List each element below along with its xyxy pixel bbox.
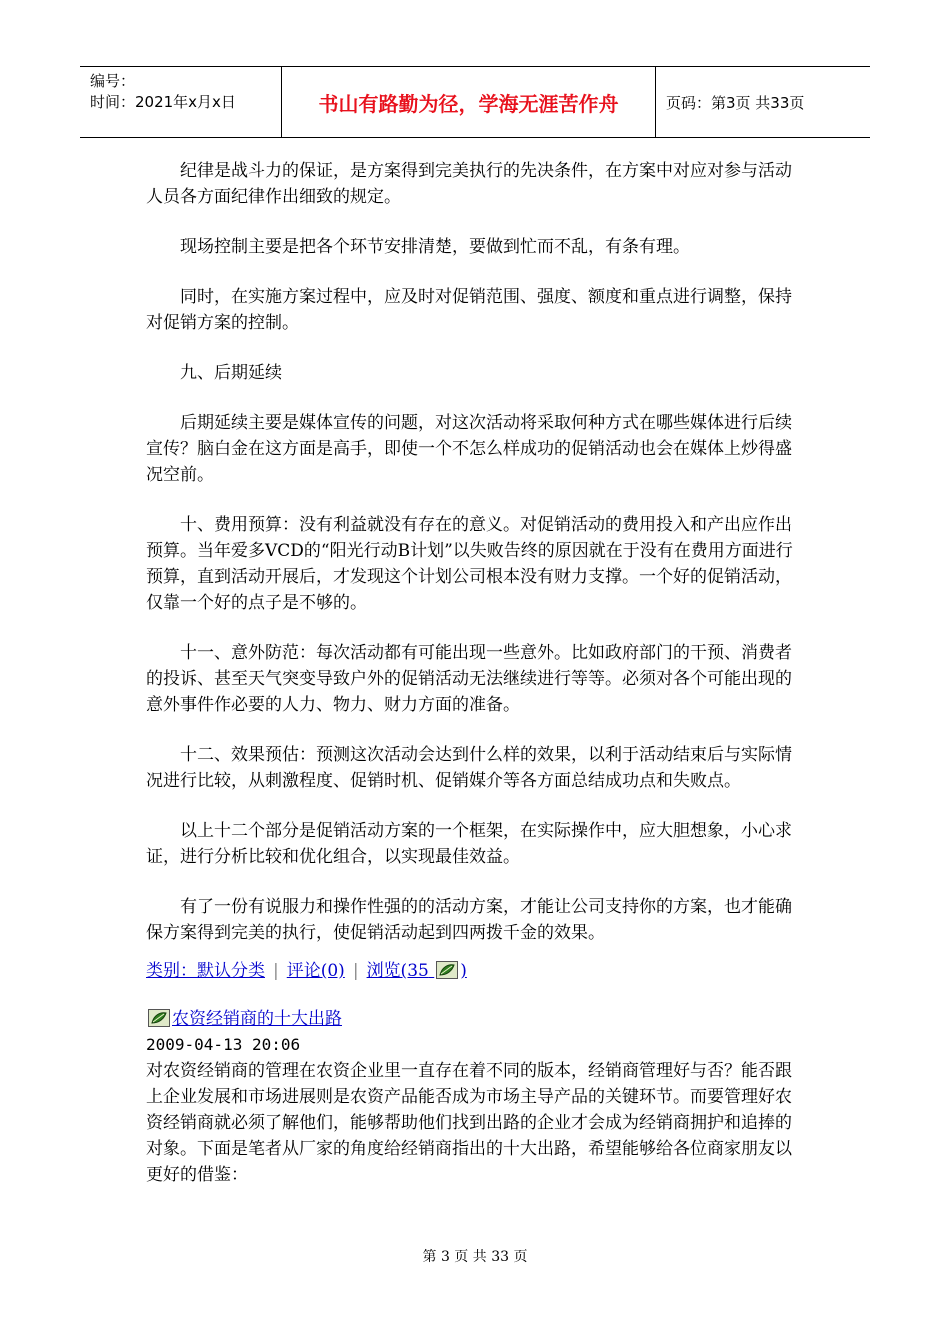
comments-link[interactable]: 评论(0) bbox=[286, 961, 345, 981]
header-info-cell bbox=[80, 67, 282, 137]
header-page-info: 页码：第3页 共33页 bbox=[666, 93, 805, 112]
paragraph-adjustment: 同时，在实施方案过程中，应及时对促销范围、强度、额度和重点进行调整，保持对促销方案的控制。 bbox=[146, 287, 792, 333]
post-title-link[interactable]: 农资经销商的十大出路 bbox=[172, 1009, 342, 1029]
paragraph-framework-summary: 以上十二个部分是促销活动方案的一个框架，在实际操作中，应大胆想象，小心求证，进行分析比较和优化组合，以实现最佳效益。 bbox=[146, 821, 792, 867]
page-header bbox=[80, 66, 870, 138]
category-link[interactable]: 类别：默认分类 bbox=[146, 961, 265, 981]
article-body bbox=[146, 158, 806, 946]
views-suffix: ) bbox=[460, 961, 467, 981]
post-meta-bar bbox=[146, 958, 467, 984]
leaf-icon bbox=[148, 1009, 170, 1027]
header-motto: 书山有路勤为径，学海无涯苦作舟 bbox=[282, 67, 656, 137]
paragraph-effect-estimate: 十二、效果预估：预测这次活动会达到什么样的效果，以利于活动结束后与实际情况进行比较，从刺激程度、促销时机、促销媒介等各方面总结成功点和失败点。 bbox=[146, 745, 792, 791]
meta-separator: | bbox=[352, 961, 359, 981]
document-time-label: 时间：2021年x月x日 bbox=[90, 93, 236, 111]
views-count: 浏览(35 bbox=[366, 961, 429, 981]
page-footer: 第 3 页 共 33 页 bbox=[422, 1249, 528, 1265]
post-date: 2009-04-13 20:06 bbox=[146, 1035, 301, 1054]
leaf-icon bbox=[436, 961, 458, 979]
paragraph-site-control: 现场控制主要是把各个环节安排清楚，要做到忙而不乱，有条有理。 bbox=[180, 237, 690, 257]
paragraph-contingency: 十一、意外防范：每次活动都有可能出现一些意外。比如政府部门的干预、消费者的投诉、甚至天气突变导致户外的促销活动无法继续进行等等。必须对各个可能出现的意外事件作必要的人力、物力、财力方面的准备。 bbox=[146, 643, 792, 715]
post-title-row[interactable] bbox=[146, 1006, 806, 1032]
document-number-label: 编号： bbox=[90, 72, 136, 90]
section-heading-follow-up: 九、后期延续 bbox=[180, 363, 282, 383]
post-excerpt: 对农资经销商的管理在农资企业里一直存在着不同的版本，经销商管理好与否？能否跟上企业发展和市场进展则是农资产品能否成为市场主导产品的关键环节。而要管理好农资经销商就必须了解他们，能够帮助他们找到出路的企业才会成为经销商拥护和追捧的对象。下面是笔者从厂家的角度给经销商指出的十大出路，希望能够给各位商家朋友以更好的借鉴： bbox=[146, 1061, 792, 1185]
paragraph-discipline: 纪律是战斗力的保证，是方案得到完美执行的先决条件，在方案中对应对参与活动人员各方面纪律作出细致的规定。 bbox=[146, 161, 792, 207]
views-link[interactable] bbox=[367, 961, 467, 981]
meta-separator: | bbox=[273, 961, 279, 981]
paragraph-conclusion: 有了一份有说服力和操作性强的的活动方案，才能让公司支持你的方案，也才能确保方案得到完美的执行，使促销活动起到四两拨千金的效果。 bbox=[146, 897, 792, 943]
paragraph-follow-up: 后期延续主要是媒体宣传的问题，对这次活动将采取何种方式在哪些媒体进行后续宣传？脑白金在这方面是高手，即使一个不怎么样成功的促销活动也会在媒体上炒得盛况空前。 bbox=[146, 413, 792, 485]
blog-post-entry bbox=[146, 1006, 806, 1188]
paragraph-budget: 十、费用预算：没有利益就没有存在的意义。对促销活动的费用投入和产出应作出预算。当年爱多VCD的“阳光行动B计划”以失败告终的原因就在于没有在费用方面进行预算，直到活动开展后，才发现这个计划公司根本没有财力支撑。一个好的促销活动，仅靠一个好的点子是不够的。 bbox=[146, 515, 793, 613]
